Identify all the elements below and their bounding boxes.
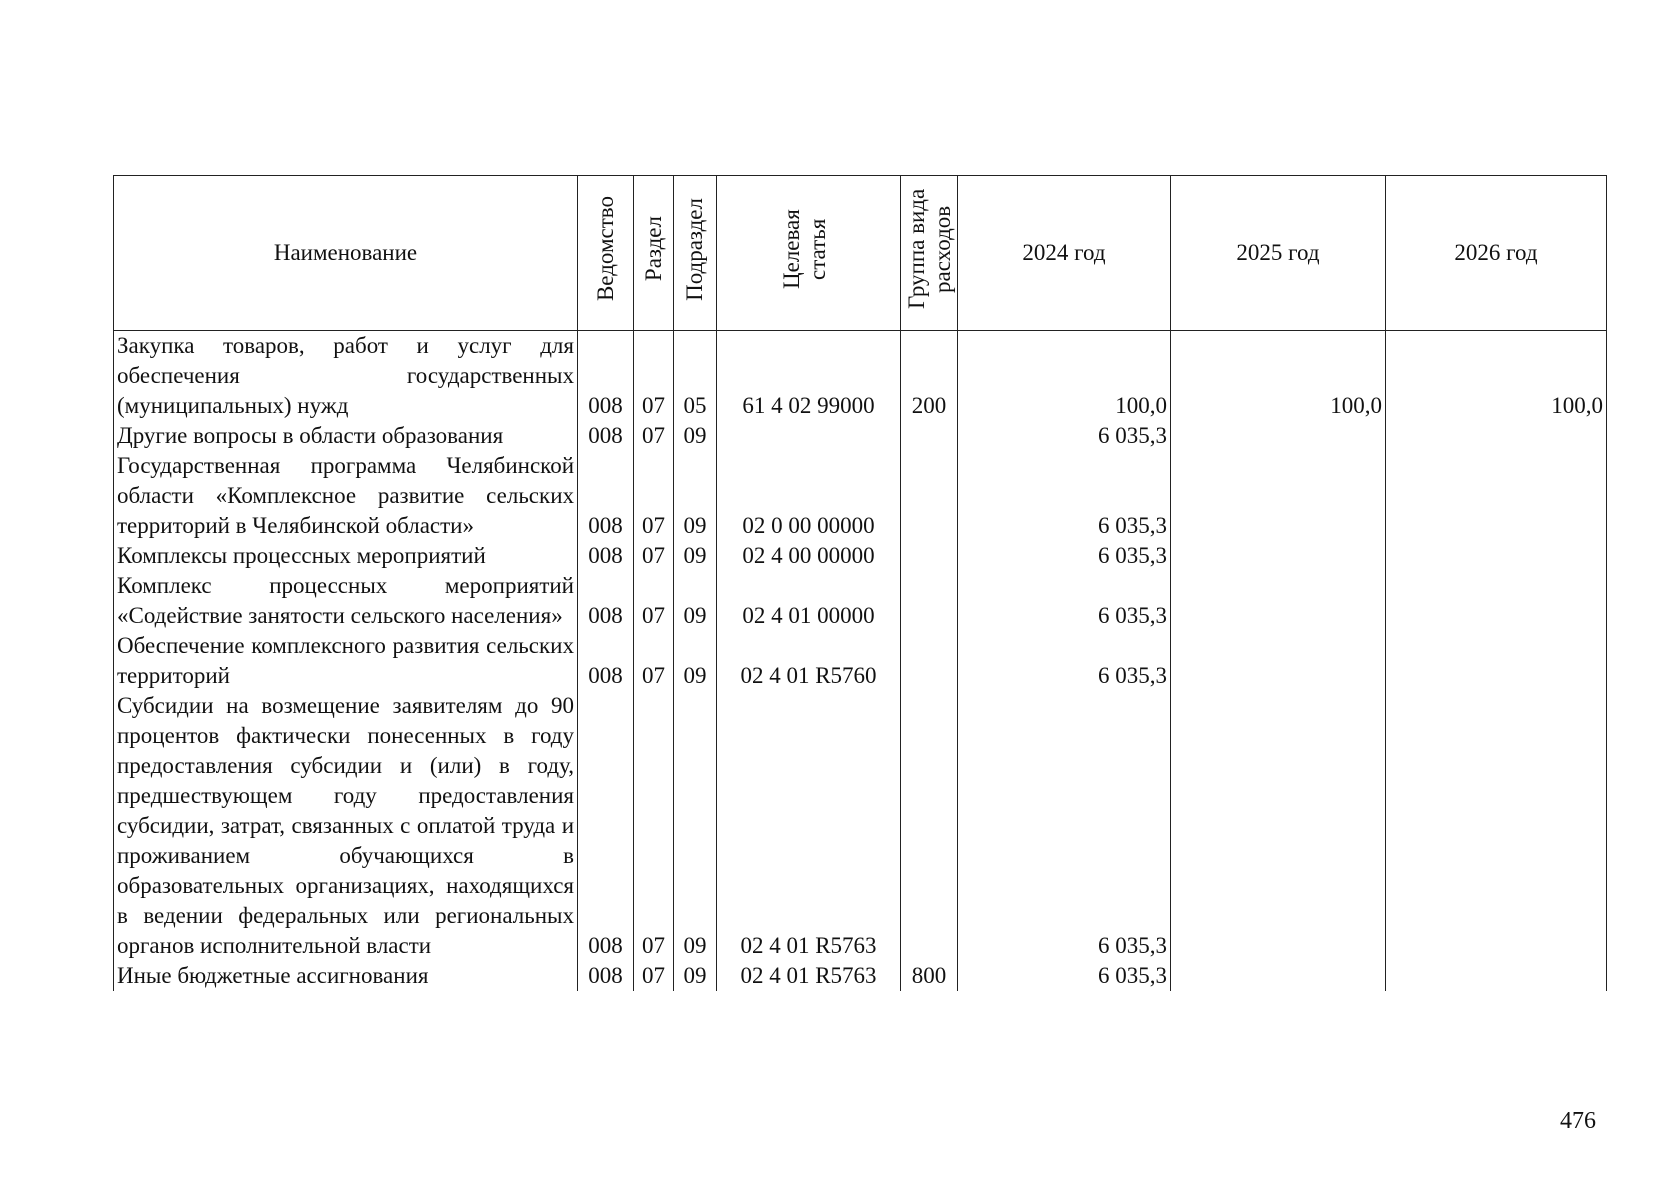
cell-target: 02 4 01 R5763 bbox=[717, 961, 901, 991]
cell-razdel: 07 bbox=[634, 631, 674, 691]
cell-y2025: 100,0 bbox=[1171, 331, 1386, 422]
cell-ved: 008 bbox=[578, 541, 634, 571]
cell-y2024: 100,0 bbox=[958, 331, 1171, 422]
cell-group bbox=[901, 571, 958, 631]
table-row bbox=[114, 961, 1607, 991]
header-2024: 2024 год bbox=[958, 176, 1171, 331]
cell-y2024: 6 035,3 bbox=[958, 451, 1171, 541]
cell-y2025 bbox=[1171, 571, 1386, 631]
cell-podrazdel: 09 bbox=[674, 451, 717, 541]
header-row bbox=[114, 176, 1607, 331]
budget-table bbox=[113, 175, 1607, 991]
cell-podrazdel: 05 bbox=[674, 331, 717, 422]
cell-razdel: 07 bbox=[634, 331, 674, 422]
header-razdel bbox=[634, 176, 674, 331]
cell-group bbox=[901, 541, 958, 571]
cell-ved: 008 bbox=[578, 631, 634, 691]
cell-y2025 bbox=[1171, 631, 1386, 691]
cell-group: 800 bbox=[901, 961, 958, 991]
cell-ved: 008 bbox=[578, 691, 634, 961]
table-row bbox=[114, 691, 1607, 961]
cell-target: 02 4 01 R5760 bbox=[717, 631, 901, 691]
cell-target: 02 4 00 00000 bbox=[717, 541, 901, 571]
header-2026: 2026 год bbox=[1386, 176, 1607, 331]
cell-y2026 bbox=[1386, 631, 1607, 691]
table-row bbox=[114, 421, 1607, 451]
cell-razdel: 07 bbox=[634, 421, 674, 451]
cell-name: Комплекс процессных мероприятий «Содействие занятости сельского населения» bbox=[114, 571, 578, 631]
header-target-label: Целевая статья bbox=[778, 209, 830, 289]
header-razdel-label: Раздел bbox=[640, 216, 666, 282]
header-vedomstvo-label: Ведомство bbox=[592, 196, 618, 302]
header-group-label: Группа вида расходов bbox=[904, 188, 955, 310]
header-2025: 2025 год bbox=[1171, 176, 1386, 331]
header-name: Наименование bbox=[114, 176, 578, 331]
cell-ved: 008 bbox=[578, 331, 634, 422]
cell-group: 200 bbox=[901, 331, 958, 422]
cell-name: Другие вопросы в области образования bbox=[114, 421, 578, 451]
cell-podrazdel: 09 bbox=[674, 421, 717, 451]
page-number: 476 bbox=[1560, 1108, 1596, 1134]
cell-y2026: 100,0 bbox=[1386, 331, 1607, 422]
cell-y2026 bbox=[1386, 421, 1607, 451]
cell-name: Государственная программа Челябинской области «Комплексное развитие сельских территорий в Челябинской области» bbox=[114, 451, 578, 541]
cell-group bbox=[901, 631, 958, 691]
cell-podrazdel: 09 bbox=[674, 571, 717, 631]
cell-group bbox=[901, 691, 958, 961]
cell-podrazdel: 09 bbox=[674, 541, 717, 571]
cell-y2025 bbox=[1171, 421, 1386, 451]
cell-y2024: 6 035,3 bbox=[958, 571, 1171, 631]
cell-group bbox=[901, 451, 958, 541]
cell-name: Закупка товаров, работ и услуг для обеспечения государственных (муниципальных) нужд bbox=[114, 331, 578, 422]
header-vedomstvo bbox=[578, 176, 634, 331]
cell-y2026 bbox=[1386, 691, 1607, 961]
cell-y2026 bbox=[1386, 451, 1607, 541]
cell-name: Комплексы процессных мероприятий bbox=[114, 541, 578, 571]
cell-group bbox=[901, 421, 958, 451]
cell-podrazdel: 09 bbox=[674, 691, 717, 961]
cell-ved: 008 bbox=[578, 421, 634, 451]
cell-podrazdel: 09 bbox=[674, 631, 717, 691]
cell-y2026 bbox=[1386, 961, 1607, 991]
cell-y2024: 6 035,3 bbox=[958, 691, 1171, 961]
cell-target: 02 0 00 00000 bbox=[717, 451, 901, 541]
cell-name: Субсидии на возмещение заявителям до 90 процентов фактически понесенных в году предоставления субсидии и (или) в году, предшествующем году предоставления субсидии, затрат, связанных с оплатой труда и проживанием обучающихся в образовательных организациях, находящихся в ведении федеральных или региональных органов исполнительной власти bbox=[114, 691, 578, 961]
cell-target: 02 4 01 00000 bbox=[717, 571, 901, 631]
cell-razdel: 07 bbox=[634, 541, 674, 571]
table-body bbox=[114, 331, 1607, 992]
cell-name: Иные бюджетные ассигнования bbox=[114, 961, 578, 991]
cell-y2025 bbox=[1171, 451, 1386, 541]
cell-y2025 bbox=[1171, 541, 1386, 571]
cell-y2024: 6 035,3 bbox=[958, 421, 1171, 451]
table-row bbox=[114, 451, 1607, 541]
cell-target: 61 4 02 99000 bbox=[717, 331, 901, 422]
cell-ved: 008 bbox=[578, 961, 634, 991]
cell-y2025 bbox=[1171, 691, 1386, 961]
cell-target bbox=[717, 421, 901, 451]
cell-target: 02 4 01 R5763 bbox=[717, 691, 901, 961]
header-podrazdel-label: Подраздел bbox=[682, 197, 707, 301]
table-row bbox=[114, 631, 1607, 691]
cell-razdel: 07 bbox=[634, 691, 674, 961]
cell-y2026 bbox=[1386, 541, 1607, 571]
table-row bbox=[114, 541, 1607, 571]
table-row bbox=[114, 571, 1607, 631]
cell-podrazdel: 09 bbox=[674, 961, 717, 991]
cell-y2026 bbox=[1386, 571, 1607, 631]
cell-razdel: 07 bbox=[634, 961, 674, 991]
table-row bbox=[114, 331, 1607, 422]
cell-y2024: 6 035,3 bbox=[958, 631, 1171, 691]
cell-y2024: 6 035,3 bbox=[958, 541, 1171, 571]
cell-razdel: 07 bbox=[634, 571, 674, 631]
cell-ved: 008 bbox=[578, 571, 634, 631]
header-group bbox=[901, 176, 958, 331]
cell-y2024: 6 035,3 bbox=[958, 961, 1171, 991]
cell-ved: 008 bbox=[578, 451, 634, 541]
cell-name: Обеспечение комплексного развития сельских территорий bbox=[114, 631, 578, 691]
header-podrazdel bbox=[674, 176, 717, 331]
header-target bbox=[717, 176, 901, 331]
cell-razdel: 07 bbox=[634, 451, 674, 541]
cell-y2025 bbox=[1171, 961, 1386, 991]
